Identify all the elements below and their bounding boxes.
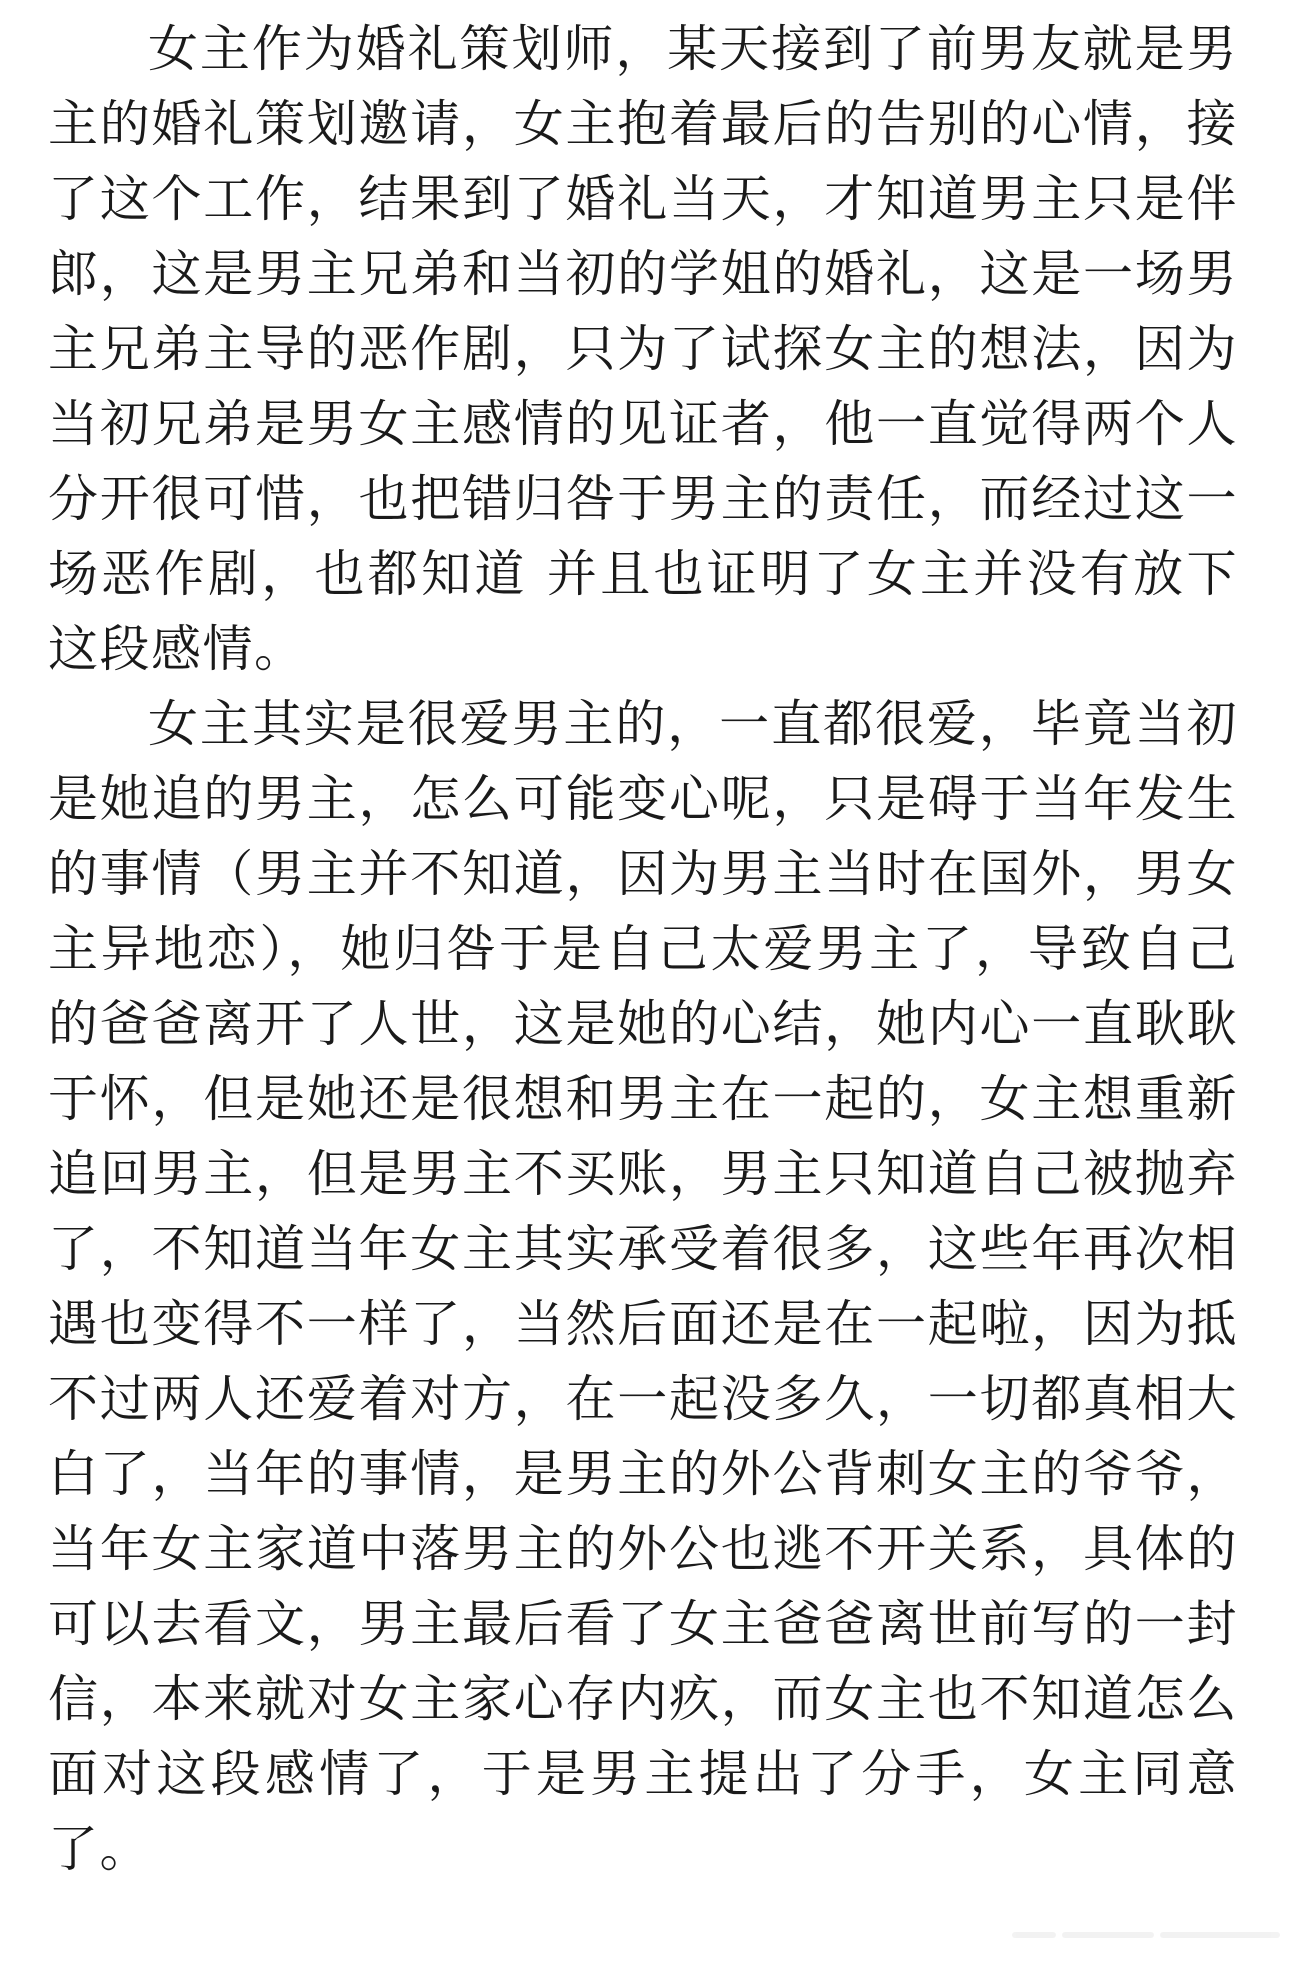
watermark-mark — [1012, 1932, 1056, 1938]
watermark-mark — [1160, 1932, 1280, 1938]
faint-watermark — [980, 1917, 1280, 1953]
paragraph-2: 女主其实是很爱男主的，一直都很爱，毕竟当初是她追的男主，怎么可能变心呢，只是碍于当年发生的事情（男主并不知道，因为男主当时在国外，男女主异地恋），她归咎于是自己太爱男主了，导致自己的爸爸离开了人世，这是她的心结，她内心一直耿耿于怀，但是她还是很想和男主在一起的，女主想重新追回男主，但是男主不买账，男主只知道自己被抛弃了，不知道当年女主其实承受着很多，这些年再次相遇也变得不一样了，当然后面还是在一起啦，因为抵不过两人还爱着对方，在一起没多久，一切都真相大白了，当年的事情，是男主的外公背刺女主的爷爷，当年女主家道中落男主的外公也逃不开关系，具体的可以去看文，男主最后看了女主爸爸离世前写的一封信，本来就对女主家心存内疚，而女主也不知道怎么面对这段感情了，于是男主提出了分手，女主同意了。 — [48, 695, 1238, 1878]
paragraph-1: 女主作为婚礼策划师，某天接到了前男友就是男主的婚礼策划邀请，女主抱着最后的告别的心情，接了这个工作，结果到了婚礼当天，才知道男主只是伴郎，这是男主兄弟和当初的学姐的婚礼，这是一场男主兄弟主导的恶作剧，只为了试探女主的想法，因为当初兄弟是男女主感情的见证者，他一直觉得两个人分开很可惜，也把错归咎于男主的责任，而经过这一场恶作剧，也都知道 并且也证明了女主并没有放下这段感情。 — [48, 20, 1238, 678]
watermark-mark — [1062, 1932, 1154, 1938]
article-body — [48, 12, 1238, 1887]
